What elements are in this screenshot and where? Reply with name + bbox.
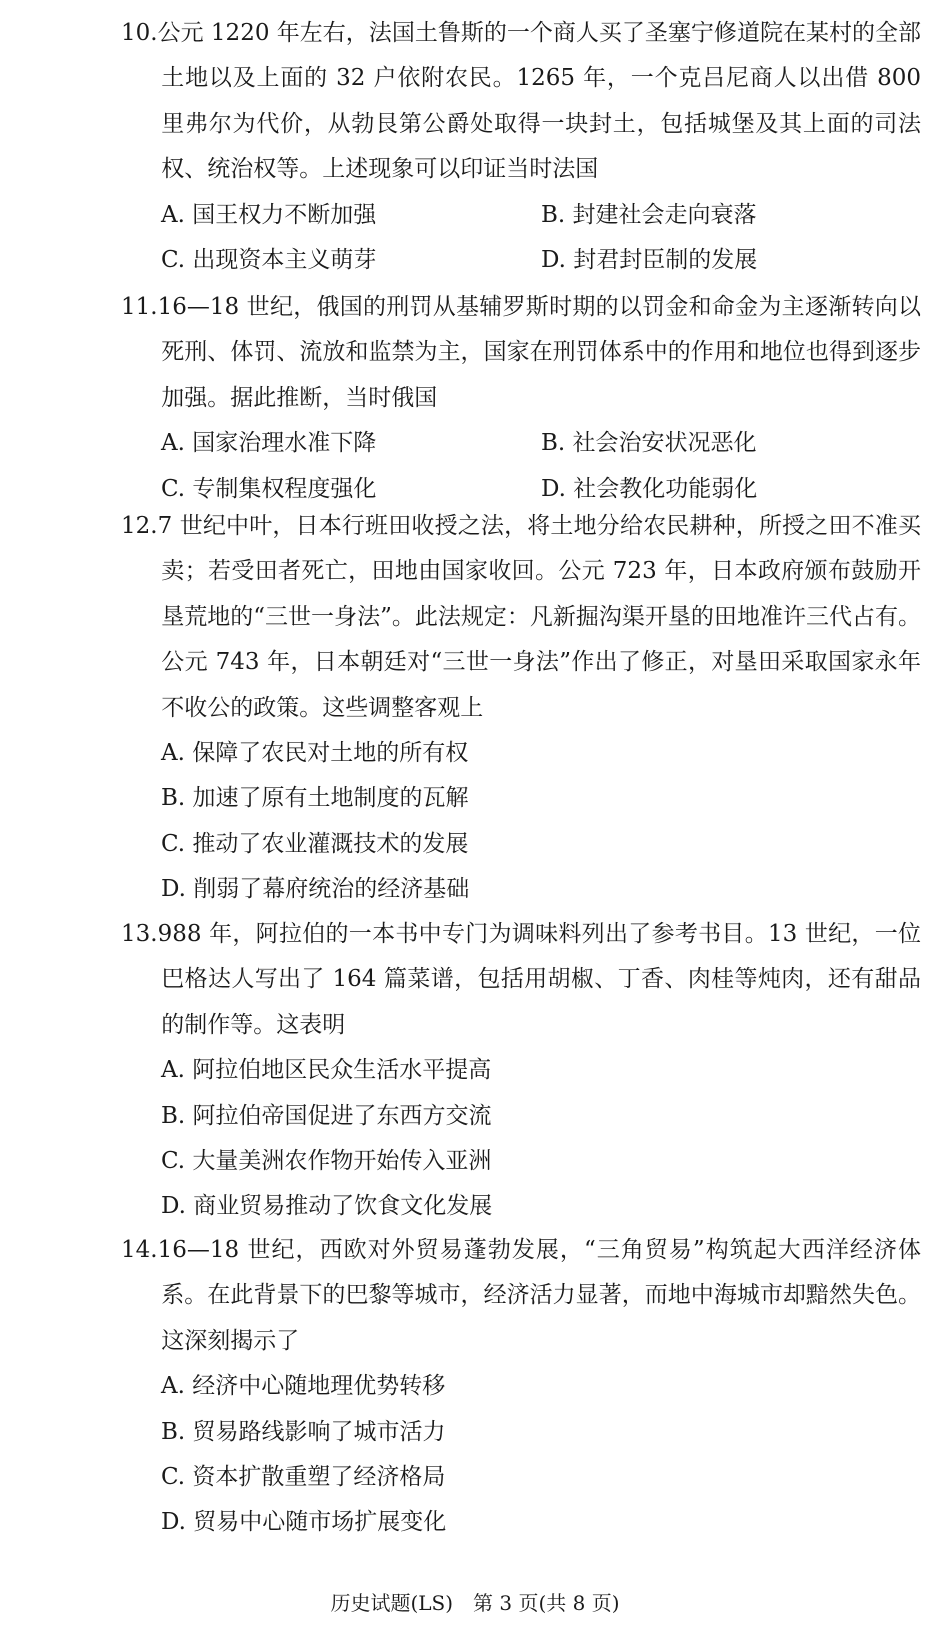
question-stem: 7 世纪中叶，日本行班田收授之法，将土地分给农民耕种，所授之田不准买卖；若受田者死亡，田地由国家收回。公元 723 年，日本政府颁布鼓励开垦荒地的“三世一身法”。此法规定：凡新掘沟渠开垦的田地准许三代占有。公元 743 年，日本朝廷对“三世一身法”作出了修正，对垦田采取国家永年不收公的政策。这些调整客观上 xyxy=(157,513,921,721)
question-stem: 988 年，阿拉伯的一本书中专门为调味料列出了参考书目。13 世纪，一位巴格达人写出了 164 篇菜谱，包括用胡椒、丁香、肉桂等炖肉，还有甜品的制作等。这表明 xyxy=(157,921,921,1038)
option-row xyxy=(161,193,921,238)
question-stem: 16—18 世纪，俄国的刑罚从基辅罗斯时期的以罚金和命金为主逐渐转向以死刑、体罚、流放和监禁为主，国家在刑罚体系中的作用和地位也得到逐步加强。据此推断，当时俄国 xyxy=(157,294,921,411)
option-d[interactable]: D. 削弱了幕府统治的经济基础 xyxy=(161,876,470,903)
option-a[interactable]: A. 国家治理水准下降 xyxy=(161,430,377,457)
option-b[interactable]: B. 封建社会走向衰落 xyxy=(541,201,757,228)
option-b[interactable]: B. 加速了原有土地制度的瓦解 xyxy=(161,785,469,812)
option-a[interactable]: A. 国王权力不断加强 xyxy=(161,201,377,228)
question-stem: 公元 1220 年左右，法国土鲁斯的一个商人买了圣塞宁修道院在某村的全部土地以及上面的 32 户依附农民。1265 年，一个克吕尼商人以出借 800 里弗尔为代价，从勃艮第公爵处取得一块封土，包括城堡及其上面的司法权、统治权等。上述现象可以印证当时法国 xyxy=(157,20,921,183)
option-d[interactable]: D. 商业贸易推动了饮食文化发展 xyxy=(161,1193,493,1220)
question-10 xyxy=(121,11,921,283)
option-d[interactable]: D. 封君封臣制的发展 xyxy=(541,247,758,274)
option-b[interactable]: B. 阿拉伯帝国促进了东西方交流 xyxy=(161,1102,492,1129)
question-11 xyxy=(121,285,921,512)
page-footer: 历史试题(LS) 第 3 页(共 8 页) xyxy=(330,1591,620,1615)
option-a[interactable]: A. 阿拉伯地区民众生活水平提高 xyxy=(161,1057,492,1084)
question-number: 12. xyxy=(121,513,158,539)
question-12 xyxy=(121,504,921,913)
option-c[interactable]: C. 资本扩散重塑了经济格局 xyxy=(161,1464,446,1491)
option-row xyxy=(161,238,921,283)
option-b[interactable]: B. 贸易路线影响了城市活力 xyxy=(161,1418,446,1445)
question-number: 13. xyxy=(121,921,158,947)
option-c[interactable]: C. 专制集权程度强化 xyxy=(161,475,377,502)
question-number: 14. xyxy=(121,1237,158,1263)
option-c[interactable]: C. 大量美洲农作物开始传入亚洲 xyxy=(161,1148,492,1175)
option-a[interactable]: A. 保障了农民对土地的所有权 xyxy=(161,740,469,767)
option-row xyxy=(161,421,921,466)
option-d[interactable]: D. 贸易中心随市场扩展变化 xyxy=(161,1509,447,1536)
question-13 xyxy=(121,912,921,1230)
option-d[interactable]: D. 社会教化功能弱化 xyxy=(541,475,758,502)
option-b[interactable]: B. 社会治安状况恶化 xyxy=(541,430,757,457)
option-c[interactable]: C. 推动了农业灌溉技术的发展 xyxy=(161,830,469,857)
question-14 xyxy=(121,1228,921,1546)
question-stem: 16—18 世纪，西欧对外贸易蓬勃发展，“三角贸易”构筑起大西洋经济体系。在此背景下的巴黎等城市，经济活力显著，而地中海城市却黯然失色。这深刻揭示了 xyxy=(157,1237,921,1354)
option-c[interactable]: C. 出现资本主义萌芽 xyxy=(161,247,377,274)
option-a[interactable]: A. 经济中心随地理优势转移 xyxy=(161,1373,446,1400)
question-number: 10. xyxy=(121,20,158,46)
question-number: 11. xyxy=(121,294,158,320)
